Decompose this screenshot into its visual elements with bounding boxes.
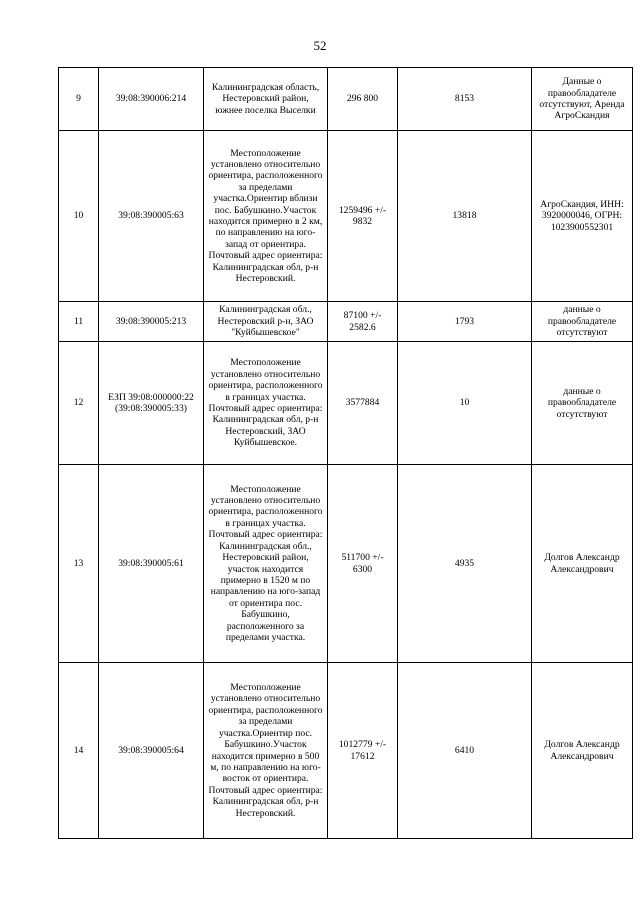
- table-row: [59, 302, 633, 342]
- row-number-cell: 13: [59, 465, 99, 663]
- value-cell: 10: [398, 342, 532, 465]
- table-body: [59, 68, 633, 839]
- row-number-cell: 12: [59, 342, 99, 465]
- owner-cell: Долгов Александр Александрович: [532, 465, 633, 663]
- cadastral-number-cell: ЕЗП 39:08:000000:22 (39:08:390005:33): [99, 342, 204, 465]
- area-cell: 1259496 +/- 9832: [328, 131, 398, 302]
- value-cell: 8153: [398, 68, 532, 131]
- table-row: [59, 663, 633, 839]
- row-number-cell: 10: [59, 131, 99, 302]
- location-cell: Калининградская область, Нестеровский район, южнее поселка Выселки: [204, 68, 328, 131]
- location-cell: Местоположение установлено относительно ориентира, расположенного в границах участка. Почтовый адрес ориентира: Калининградская обл., Нестеровский район, участок находится примерно в 1520 м по направлению на юго-запад от ориентира пос. Бабушкино, расположенного за пределами участка.: [204, 465, 328, 663]
- value-cell: 1793: [398, 302, 532, 342]
- cadastral-number-cell: 39:08:390005:61: [99, 465, 204, 663]
- location-cell: Местоположение установлено относительно ориентира, расположенного за пределами участка.Ориентир пос. Бабушкино.Участок находится примерно в 500 м, по направлению на юго-восток от ориентира. Почтовый адрес ориентира: Калининградская обл, р-н Нестеровский.: [204, 663, 328, 839]
- table-row: [59, 131, 633, 302]
- table-row: [59, 342, 633, 465]
- location-cell: Местоположение установлено относительно ориентира, расположенного в границах участка. Почтовый адрес ориентира: Калининградская обл, р-н Нестеровский, ЗАО Куйбышевское.: [204, 342, 328, 465]
- owner-cell: Данные о правообладателе отсутствуют, Аренда АгроСкандия: [532, 68, 633, 131]
- location-cell: Местоположение установлено относительно ориентира, расположенного за пределами участка.Ориентир вблизи пос. Бабушкино.Участок находится примерно в 2 км, по направлению на юго-запад от ориентира. Почтовый адрес ориентира: Калининградская обл, р-н Нестеровский.: [204, 131, 328, 302]
- cadastral-number-cell: 39:08:390005:64: [99, 663, 204, 839]
- value-cell: 13818: [398, 131, 532, 302]
- value-cell: 6410: [398, 663, 532, 839]
- row-number-cell: 9: [59, 68, 99, 131]
- area-cell: 296 800: [328, 68, 398, 131]
- cadastral-number-cell: 39:08:390005:63: [99, 131, 204, 302]
- page-number: 52: [313, 38, 327, 53]
- owner-cell: Долгов Александр Александрович: [532, 663, 633, 839]
- cadastral-number-cell: 39:08:390006:214: [99, 68, 204, 131]
- land-registry-table: [58, 67, 633, 839]
- cadastral-number-cell: 39:08:390005:213: [99, 302, 204, 342]
- value-cell: 4935: [398, 465, 532, 663]
- area-cell: 1012779 +/- 17612: [328, 663, 398, 839]
- owner-cell: данные о правообладателе отсутствуют: [532, 342, 633, 465]
- row-number-cell: 14: [59, 663, 99, 839]
- table-row: [59, 68, 633, 131]
- area-cell: 87100 +/- 2582.6: [328, 302, 398, 342]
- table-row: [59, 465, 633, 663]
- row-number-cell: 11: [59, 302, 99, 342]
- area-cell: 3577884: [328, 342, 398, 465]
- owner-cell: данные о правообладателе отсутствуют: [532, 302, 633, 342]
- area-cell: 511700 +/- 6300: [328, 465, 398, 663]
- location-cell: Калининградская обл., Нестеровский р-н, ЗАО "Куйбышевское": [204, 302, 328, 342]
- owner-cell: АгроСкандия, ИНН: 3920000046, ОГРН: 1023900552301: [532, 131, 633, 302]
